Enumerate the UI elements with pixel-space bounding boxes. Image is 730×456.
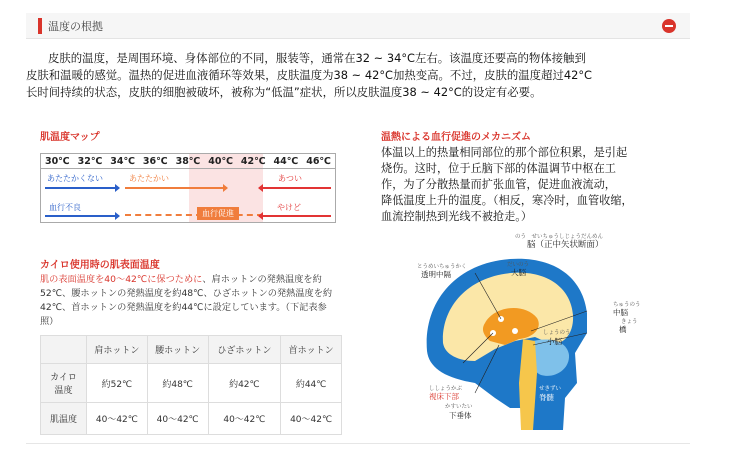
collapse-icon[interactable]: [662, 19, 676, 33]
hot-label: あつい: [278, 174, 302, 183]
table-cell: 40～42℃: [208, 403, 281, 435]
table-header-cell: 首ホットン: [281, 336, 342, 364]
not-warm-label: あたたかくない: [47, 174, 103, 183]
burn-label: やけど: [277, 203, 301, 212]
bottom-divider: [26, 443, 690, 444]
table-cell: 40～42℃: [147, 403, 208, 435]
midbrain-label: 中脳: [613, 308, 628, 317]
daino-furigana: だいのう: [507, 262, 530, 268]
mechanism-line: 烧伤。这时，位于丘脑下部的体温调节中枢在工: [381, 162, 616, 175]
tick-label: 30℃: [44, 156, 70, 167]
kairo-title: カイロ使用時の肌表面温度: [40, 260, 160, 271]
mechanism-line: 作，为了分散热量而扩张血管，促进血液流动，: [381, 178, 616, 191]
toumei-furigana: とうめいちゅうかく: [417, 264, 467, 270]
circulation-dashed-line: [125, 214, 263, 216]
brain-diagram: [415, 233, 647, 430]
mechanism-title: 温熱による血行促進のメカニズム: [381, 132, 531, 143]
warm-label: あたたかい: [129, 174, 169, 183]
section-header: [26, 13, 690, 39]
kairo-temperature-table: [40, 335, 342, 435]
kyou-furigana: きょう: [621, 319, 638, 325]
temperature-ticks: [41, 154, 335, 169]
table-header-cell: 肩ホットン: [87, 336, 148, 364]
table-cell: 40～42℃: [87, 403, 148, 435]
table-header-row: [41, 336, 342, 364]
mechanism-line: 血流控制热到光线不被抢走。）: [381, 210, 533, 223]
cerebellum-label: 小脳: [547, 337, 562, 346]
skin-map-title: 肌温度マップ: [40, 132, 100, 143]
table-corner: [41, 336, 87, 364]
circulation-boost-label: 血行促進: [197, 207, 239, 220]
cerebrum-label: 大脳: [511, 268, 526, 277]
table-cell: 約44℃: [281, 364, 342, 403]
row-label-line: カイロ: [50, 373, 77, 383]
tick-label: 42℃: [240, 156, 266, 167]
table-cell: 約48℃: [147, 364, 208, 403]
table-header-cell: 腰ホットン: [147, 336, 208, 364]
mechanism-line: 体温以上的热量相同部位的那个部位积累，是引起: [381, 146, 628, 159]
tick-label: 36℃: [142, 156, 168, 167]
row-label-line: 温度: [54, 386, 73, 396]
shono-furigana: しょうのう: [543, 330, 571, 336]
warm-arrow: [125, 187, 227, 189]
mechanism-line: 降低温度上升的温度。（相反，寒冷时，血管收缩，: [381, 194, 633, 207]
kasui-furigana: かすいたい: [445, 404, 473, 410]
not-warm-arrow: [45, 187, 119, 189]
tick-label: 32℃: [77, 156, 103, 167]
tick-label: 38℃: [175, 156, 201, 167]
table-row: [41, 364, 342, 403]
septum-label: 透明中隔: [421, 270, 451, 279]
intro-paragraph: [26, 50, 690, 101]
brain-title-furigana: のう せいちゅうしじょうだんめん: [515, 234, 604, 240]
table-cell: 40～42℃: [281, 403, 342, 435]
spinal-cord-label: 脊髄: [539, 393, 554, 402]
row-label: [41, 364, 87, 403]
intro-line: 皮肤和温暖的感觉。温热的促进血液循环等效果，皮肤温度为38 ~ 42°C加热变高。不过，皮肤的温度超过42°C: [26, 68, 592, 82]
skin-temperature-scale: [40, 153, 336, 223]
burn-arrow: [259, 215, 331, 217]
kairo-body-text: 、肩ホットンの発熱温度を約52℃、腰ホットンの発熱温度を約48℃、ひざホットンの発熱温度を約42℃、首ホットンの発熱温度を約44℃に設定しています。（下記表参照）: [40, 274, 333, 327]
shishou-furigana: ししょうかぶ: [429, 386, 463, 392]
table-header-cell: ひざホットン: [208, 336, 281, 364]
tick-label: 44℃: [273, 156, 299, 167]
hot-arrow: [259, 187, 331, 189]
table-cell: 約52℃: [87, 364, 148, 403]
kairo-description: [40, 273, 340, 329]
intro-line: 长时间持续的状态，皮肤的细胞被破坏，被称为“低温”症状，所以皮肤温度38 ~ 42°C的设定有必要。: [26, 85, 542, 99]
tick-label: 34℃: [110, 156, 135, 167]
hypothalamus-label: 視床下部: [429, 392, 459, 401]
poor-circulation-label: 血行不良: [49, 203, 81, 212]
tick-label: 40℃: [208, 156, 233, 167]
pituitary-label: 下垂体: [449, 411, 472, 420]
row-label: 肌温度: [41, 403, 87, 435]
table-cell: 約42℃: [208, 364, 281, 403]
header-accent-bar: [38, 18, 42, 34]
mechanism-text: [381, 145, 681, 225]
intro-line: 皮肤的温度，是周围环境、身体部位的不同，服装等，通常在32 ~ 34°C左右。该温度还要高的物体接触到: [48, 51, 586, 65]
sekizui-furigana: せきずい: [539, 386, 562, 392]
pons-label: 橋: [619, 325, 627, 334]
poor-circulation-arrow: [45, 215, 119, 217]
kairo-highlight-text: 肌の表面温度を40～42℃に保つために: [40, 274, 203, 285]
brain-title: 脳（正中矢状断面）: [527, 240, 604, 250]
chuno-furigana: ちゅうのう: [613, 302, 641, 308]
section-title: 温度の根拠: [48, 20, 103, 33]
table-row: [41, 403, 342, 435]
tick-label: 46℃: [306, 156, 331, 167]
